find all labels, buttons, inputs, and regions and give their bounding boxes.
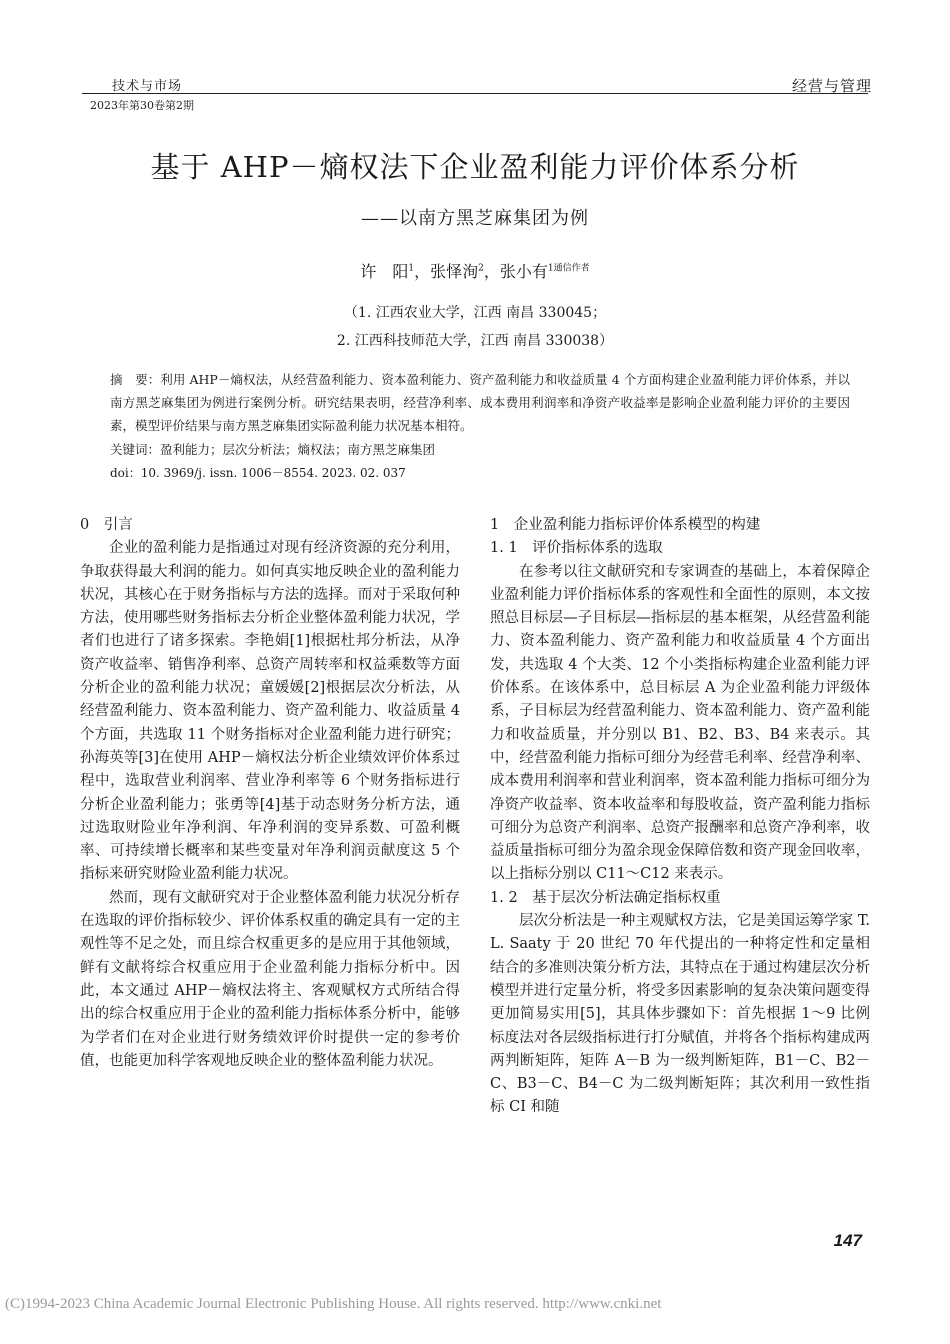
body-paragraph: 企业的盈利能力是指通过对现有经济资源的充分利用，争取获得最大利润的能力。如何真实地反映企业的盈利能力状况，其核心在于财务指标与方法的选择。而对于采取何种方法，使用哪些财务指标去分析企业整体盈利能力状况，学者们也进行了诸多探索。李艳娟[1]根据杜邦分析法，从净资产收益率、销售净利率、总资产周转率和权益乘数等方面分析企业的盈利能力状况；童媛媛[2]根据层次分析法，从经营盈利能力、资本盈利能力、资产盈利能力、收益质量 4 个方面，共选取 11 个财务指标对企业盈利能力进行研究；孙海英等[3]在使用 AHP－熵权法分析企业绩效评价体系过程中，选取营业利润率、营业净利率等 6 个财务指标进行分析企业盈利能力；张勇等[4]基于动态财务分析方法，通过选取财险业年净利润、年净利润的变异系数、可盈利概率、可持续增长概率和某些变量对年净利润贡献度这 5 个指标来研究财险业盈利能力状况。 — [80, 540, 460, 883]
body-paragraph: 层次分析法是一种主观赋权方法，它是美国运筹学家 T. L. Saaty 于 20 世纪 70 年代提出的一种将定性和定量相结合的多准则决策分析方法，其特点在于通过构建层次分析模型并进行定量分析，将受多因素影响的复杂决策问题变得更加简易实用[5]，其具体步骤如下：首先根据 1～9 比例标度法对各层级指标进行打分赋值，并将各个指标构建成两两判断矩阵，矩阵 A－B 为一级判断矩阵，B1－C、B2－C、B3－C、B4－C 为二级判断矩阵；其次利用一致性指标 CI 和随 — [490, 913, 870, 1116]
author-separator: ， — [414, 262, 431, 281]
abstract: 摘 要：利用 AHP－熵权法，从经营盈利能力、资本盈利能力、资产盈利能力和收益质量 4 个方面构建企业盈利能力评价体系，并以南方黑芝麻集团为例进行案例分析。研究结果表明，经营净利率、成本费用利润率和净资产收益率是影响企业盈利能力评价的主要因素，模型评价结果与南方黑芝麻集团实际盈利能力状况基本相符。 — [110, 372, 850, 433]
paper-title: 基于 AHP－熵权法下企业盈利能力评价体系分析 — [150, 150, 800, 184]
left-column — [80, 514, 460, 1073]
author-affiliation-mark: 1通信作者 — [547, 263, 590, 274]
paper-subtitle: ——以南方黑芝麻集团为例 — [361, 208, 589, 229]
author-list — [0, 259, 950, 282]
affiliation-line: 2. 江西科技师范大学，江西 南昌 330038） — [336, 333, 614, 349]
author-name: 张小有 — [499, 262, 548, 281]
journal-name: 技术与市场 — [112, 79, 183, 94]
issue-info: 2023年第30卷第2期 — [90, 99, 194, 112]
author-separator: ， — [483, 262, 500, 281]
author-name: 张怿洵 — [430, 262, 479, 281]
subsection-heading: 1. 1 评价指标体系的选取 — [490, 540, 663, 557]
right-column — [490, 514, 870, 1120]
affiliation-line: （1. 江西农业大学，江西 南昌 330045； — [343, 305, 607, 321]
section-heading: 0 引言 — [80, 517, 133, 533]
header-divider — [82, 93, 868, 94]
keywords: 关键词：盈利能力；层次分析法；熵权法；南方黑芝麻集团 — [110, 442, 436, 457]
author-affiliation-mark: 2 — [478, 263, 484, 274]
body-paragraph: 然而，现有文献研究对于企业整体盈利能力状况分析存在选取的评价指标较少、评价体系权重的确定具有一定的主观性等不足之处，而且综合权重更多的是应用于其他领域，鲜有文献将综合权重应用于企业盈利能力指标分析中。因此，本文通过 AHP－熵权法将主、客观赋权方式所结合得出的综合权重应用于企业的盈利能力指标体系分析中，能够为学者们在对企业进行财务绩效评价时提供一定的参考价值，也能更加科学客观地反映企业的整体盈利能力状况。 — [80, 889, 460, 1069]
section-name: 经营与管理 — [791, 77, 872, 95]
author-affiliation-mark: 1 — [408, 263, 415, 274]
page-number: 147 — [833, 1231, 862, 1250]
body-paragraph: 在参考以往文献研究和专家调查的基础上，本着保障企业盈利能力评价指标体系的客观性和全面性的原则，本文按照总目标层—子目标层—指标层的基本框架，从经营盈利能力、资本盈利能力、资产盈利能力和收益质量 4 个方面出发，共选取 4 个大类、12 个小类指标构建企业盈利能力评价体系。在该体系中，总目标层 A 为企业盈利能力评级体系，子目标层为经营盈利能力、资本盈利能力、资产盈利能力和收益质量，并分别以 B1、B2、B3、B4 来表示。其中，经营盈利能力指标可细分为经营毛利率、经营净利率、成本费用利润率和营业利润率，资本盈利能力指标可细分为净资产收益率、资本收益率和每股收益，资产盈利能力指标可细分为总资产利润率、总资产报酬率和总资产净利率，收益质量指标可细分为盈余现金保障倍数和资产现金回收率，以上指标分别以 C11～C12 来表示。 — [490, 563, 870, 883]
author-name: 许 阳 — [360, 262, 409, 281]
copyright-footer: (C)1994-2023 China Academic Journal Electronic Publishing House. All rights reserved. http://www.cnki.net — [5, 1296, 662, 1312]
section-heading: 1 企业盈利能力指标评价体系模型的构建 — [490, 517, 761, 533]
subsection-heading: 1. 2 基于层次分析法确定指标权重 — [490, 889, 721, 906]
doi: doi：10. 3969/j. issn. 1006－8554. 2023. 02. 037 — [110, 466, 406, 480]
